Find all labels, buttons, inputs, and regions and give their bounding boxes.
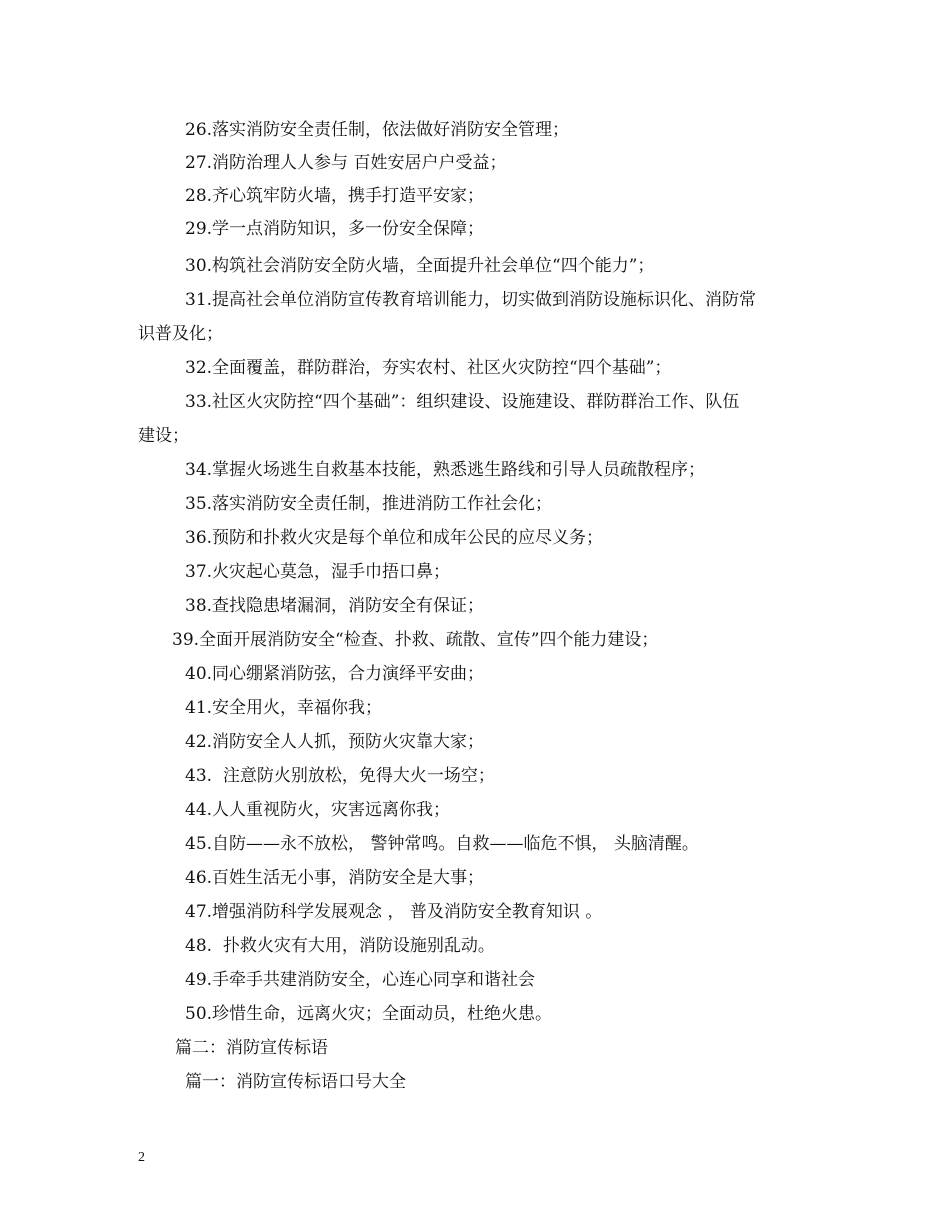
text-line: 33.社区火灾防控“四个基础”：组织建设、设施建设、群防群治工作、队伍 <box>185 392 740 412</box>
text-line: 49.手牵手共建消防安全，心连心同享和谐社会 <box>185 970 536 990</box>
text-line: 40.同心绷紧消防弦，合力演绎平安曲； <box>185 664 485 684</box>
section-heading: 篇一：消防宣传标语口号大全 <box>185 1072 406 1092</box>
text-line: 30.构筑社会消防安全防火墙，全面提升社会单位“四个能力”； <box>185 256 655 276</box>
text-line: 29.学一点消防知识，多一份安全保障； <box>185 219 485 239</box>
text-line: 35.落实消防安全责任制，推进消防工作社会化； <box>185 494 553 514</box>
text-line: 32.全面覆盖，群防群治，夯实农村、社区火灾防控“四个基础”； <box>185 358 672 378</box>
text-line: 34.掌握火场逃生自救基本技能，熟悉逃生路线和引导人员疏散程序； <box>185 460 706 480</box>
text-line: 38.查找隐患堵漏洞，消防安全有保证； <box>185 596 485 616</box>
text-line: 44.人人重视防火，灾害远离你我； <box>185 800 451 820</box>
text-line: 46.百姓生活无小事，消防安全是大事； <box>185 868 485 888</box>
text-line: 42.消防安全人人抓，预防火灾靠大家； <box>185 732 485 752</box>
text-line: 41.安全用火，幸福你我； <box>185 698 383 718</box>
page-number: 2 <box>138 1150 145 1165</box>
text-line: 建设； <box>138 426 189 446</box>
text-line: 47.增强消防科学发展观念 ， 普及消防安全教育知识 。 <box>185 902 603 922</box>
section-heading: 篇二：消防宣传标语 <box>175 1038 328 1058</box>
text-line: 31.提高社会单位消防宣传教育培训能力，切实做到消防设施标识化、消防常 <box>185 290 757 310</box>
text-line: 45.自防——永不放松， 警钟常鸣。自救——临危不惧， 头脑清醒。 <box>185 834 699 854</box>
text-line: 43. 注意防火别放松，免得大火一场空； <box>185 766 495 786</box>
text-line: 27.消防治理人人参与 百姓安居户户受益； <box>185 153 507 173</box>
text-line: 50.珍惜生命，远离火灾；全面动员，杜绝火患。 <box>185 1004 553 1024</box>
text-line: 26.落实消防安全责任制，依法做好消防安全管理； <box>185 120 570 140</box>
text-line: 37.火灾起心莫急，湿手巾捂口鼻； <box>185 562 451 582</box>
text-line: 28.齐心筑牢防火墙，携手打造平安家； <box>185 186 485 206</box>
text-line: 39.全面开展消防安全“检查、扑救、疏散、宣传”四个能力建设； <box>172 630 659 650</box>
text-line: 36.预防和扑救火灾是每个单位和成年公民的应尽义务； <box>185 528 604 548</box>
text-line: 48. 扑救火灾有大用，消防设施别乱动。 <box>185 936 495 956</box>
text-line: 识普及化； <box>138 324 223 344</box>
